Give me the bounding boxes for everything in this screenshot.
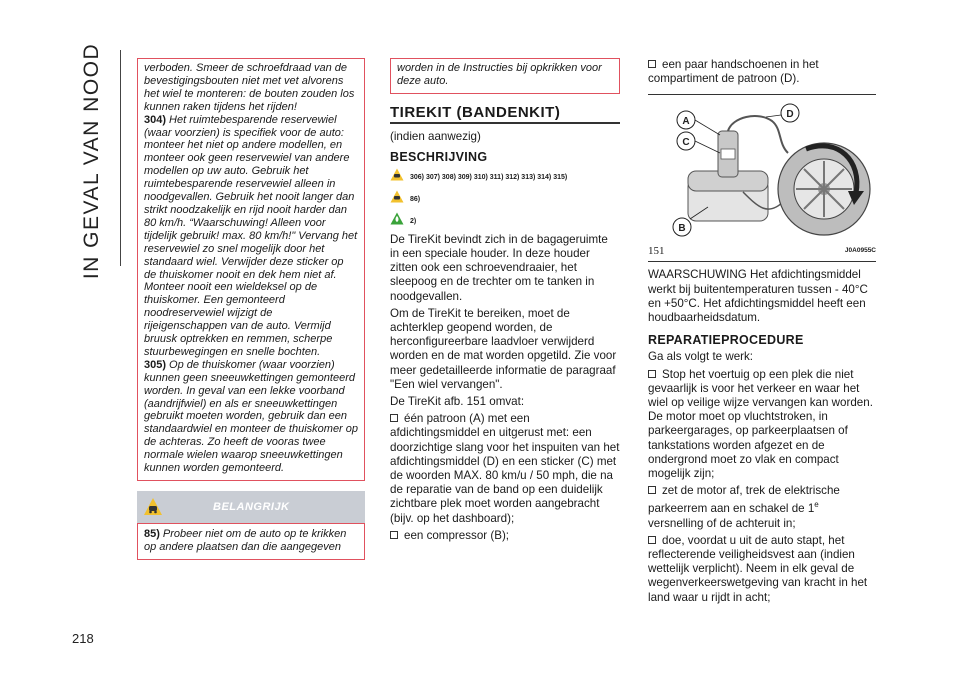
list-item: één patroon (A) met een afdichtingsmiddel en uitgerust met: een doorzichtige slang voor het inspuiten van het afdichtingsmiddel (D) en een sticker (C) met de woorden MAX. 80 km/u / 50 mph, die na de reparatie van de band op een duidelijk zichtbare plek moet worden aangebracht (bijv. op het dashboard);	[390, 412, 620, 525]
warning-continued: verboden. Smeer de schroefdraad van de bevestigingsbouten niet met vet alvorens het wiel te monteren: de bouten zouden los kunnen raken tijdens het rijden!	[144, 62, 355, 113]
subheading-description: BESCHRIJVING	[390, 149, 488, 164]
warning-box-continued	[390, 58, 620, 94]
car-notice-icon	[390, 190, 404, 209]
availability-note: (indien aanwezig)	[390, 130, 481, 144]
label-d: D	[786, 109, 794, 121]
figure-code: J0A0955C	[844, 246, 876, 254]
bullet-square-icon	[390, 531, 398, 539]
subheading-repair: REPARATIEPROCEDURE	[648, 333, 804, 348]
list-item: Stop het voertuig op een plek die niet gevaarlijk is voor het verkeer en waar het wiel op veilige wijze vervangen kan worden. De motor moet op vluchtstroken, in parkeergarages, op parkeerplaatsen of tankstations worden afgezet en de ondergrond moet zo vlak en compact mogelijk zijn;	[648, 367, 873, 481]
paragraph: De TireKit bevindt zich in de bagageruimte in een speciale houder. In deze houder zitten ook een schroevendraaier, het sleepoog en de trechter om te tanken in noodgevallen.	[390, 232, 608, 303]
warning-number: 304)	[144, 113, 167, 126]
notice-box	[137, 523, 365, 560]
bullet-square-icon	[648, 536, 656, 544]
bullet-square-icon	[648, 370, 656, 378]
notice-refs: 86)	[410, 195, 421, 203]
figure-151	[648, 94, 876, 262]
figure-number: 151	[648, 244, 665, 257]
warning-refs: 306) 307) 308) 309) 310) 311) 312) 313) 314) 315)	[410, 173, 568, 181]
list-item: zet de motor af, trek de elektrische parkeerrem aan en schakel de 1e versnelling of de achteruit in;	[648, 484, 840, 530]
list-item: doe, voordat u uit de auto stapt, het reflecterende veiligheidsvest aan (indien wettelijk verplicht). Neem in elk geval de wegenverkeerswetgeving van kracht in het land waar u rijdt in acht;	[648, 533, 868, 604]
section-heading: TIREKIT (BANDENKIT)	[390, 106, 620, 125]
warning-item-304	[144, 114, 358, 359]
warning-triangle-icon	[390, 168, 404, 187]
list-item: een paar handschoenen in het compartiment de patroon (D).	[648, 58, 819, 86]
warning-box	[137, 58, 365, 481]
warning-continued-text: worden in de Instructies bij opkrikken voor deze auto.	[397, 62, 602, 87]
label-a: A	[682, 116, 690, 128]
column-3	[648, 58, 876, 608]
notice-number: 85)	[144, 528, 160, 540]
bullet-square-icon	[648, 60, 656, 68]
bullet-square-icon	[390, 414, 398, 422]
warning-refs-row	[390, 167, 620, 189]
side-title-text: IN GEVAL VAN NOOD	[80, 42, 103, 280]
warning-paragraph: WAARSCHUWING Het afdichtingsmiddel werkt bij buitentemperaturen tussen - 40°C en +50°C. Het afdichtingsmiddel heeft een houdbaarheidsdatum.	[648, 268, 868, 325]
list-item: een compressor (B);	[390, 529, 620, 543]
column-1	[137, 58, 365, 560]
tirekit-illustration	[648, 97, 876, 247]
page-number: 218	[72, 631, 94, 646]
warning-text: Op de thuiskomer (waar voorzien) kunnen geen sneeuwkettingen gemonteerd worden. In geval van een lekke voorband (aandrijfwiel) en als er sneeuwkettingen gebruikt moeten worden, gebruik dan een standaardwiel en monteer de thuiskomer op de achteras. Zo heeft de vooras twee normale wielen waarop sneeuwkettingen kunnen worden gemonteerd.	[144, 358, 359, 475]
section-side-title	[70, 36, 114, 286]
side-rule	[120, 50, 121, 266]
warning-number: 305)	[144, 358, 167, 371]
notice-header	[137, 491, 365, 523]
env-refs: 2)	[410, 217, 417, 225]
notice-label: BELANGRIJK	[213, 501, 290, 513]
car-warning-icon	[143, 497, 163, 522]
label-c: C	[682, 137, 690, 149]
paragraph: Om de TireKit te bereiken, moet de achterklep geopend worden, de herconfigureerbare laadvloer verwijderd worden en de mat worden opgetild. Zie voor meer gedetailleerde informatie de paragraaf "Een wiel vervangen".	[390, 306, 617, 391]
notice-text: Probeer niet om de auto op te krikken op andere plaatsen dan die aangegeven	[144, 528, 347, 553]
label-b: B	[678, 223, 686, 235]
intro-text: Ga als volgt te werk:	[648, 350, 754, 364]
warning-item-305	[144, 359, 358, 475]
notice-refs-row	[390, 189, 620, 211]
warning-text: Het ruimtebesparende reservewiel (waar voorzien) is specifiek voor de auto: monteer het niet op andere modellen, en monteer ook geen reservewiel van andere modellen op uw auto. Gebruik het ruimtebesparende reservewiel alleen in noodgevallen. Gebruik het nooit langer dan strikt noodzakelijk en rijd nooit harder dan 80 km/h. “Waarschuwing! Alleen voor tijdelijk gebruik! max. 80 km/h!" Vervang het reservewiel zo snel mogelijk door het standaard wiel. Verwijder deze sticker op de thuiskomer nooit en dek hem niet af. Monteer nooit een wieldeksel op de thuiskomer. Een gemonteerd noodreservewiel wijzigt de rijeigenschappen van de auto. Vermijd bruusk optrekken en remmen, scherpe stuurbewegingen en snelle bochten.	[144, 113, 358, 358]
column-2	[390, 58, 620, 546]
environment-icon	[390, 212, 404, 231]
env-refs-row	[390, 211, 620, 233]
paragraph: De TireKit afb. 151 omvat:	[390, 395, 525, 409]
bullet-square-icon	[648, 486, 656, 494]
